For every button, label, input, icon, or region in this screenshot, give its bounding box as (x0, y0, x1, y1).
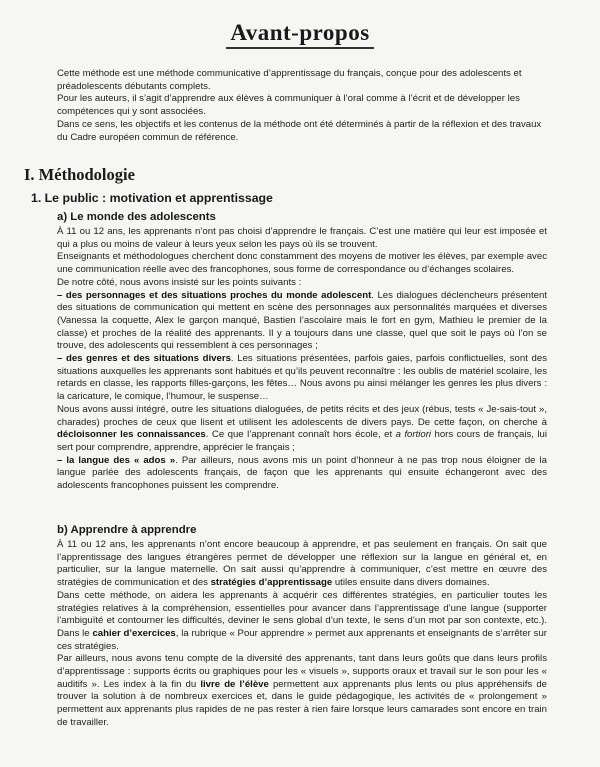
text-run: permettent aux apprenants plus lents ou plus appréhensifs de trouver la solution à de nombreux exercices et, dans le guide pédagogique, les activités de « prolongement » permettent aux apprenants plus rapides de ne pas rester à rien faire lorsque leurs camarades sont encore en train de travailler. (57, 678, 547, 728)
text-run: . Les dialogues déclencheurs présentent des situations de communication qui mettent en scène des personnages aux personnalités marquées et diverses (Vanessa la coquette, Alex le garçon manqué, Bastien l’ascolaire mais le fort en gym, Mathieu le premier de la classe) et proches de la réalité des apprenants. Il y a toujours dans une classe, quel que soit le pays où l’on se trouve, des adolescents qui ressemblent à ces personnages ; (57, 289, 547, 352)
part-a-body (57, 226, 547, 493)
subsection-heading: 1. Le public : motivation et apprentissage (31, 191, 273, 205)
paragraph (57, 539, 547, 590)
bold-phrase: – des personnages et des situations proches du monde adolescent (57, 289, 372, 301)
part-b-heading: b) Apprendre à apprendre (57, 524, 197, 536)
part-b-body (57, 539, 547, 730)
intro-paragraph: Cette méthode est une méthode communicative d’apprentissage du français, conçue pour des adolescents et préadolescents débutants complets. (57, 68, 522, 92)
bold-phrase: stratégies d’apprentissage (210, 577, 333, 589)
bold-phrase: – la langue des « ados » (57, 454, 176, 466)
bold-phrase: décloisonner les connaissances (57, 429, 206, 441)
paragraph (57, 653, 547, 729)
part-a-heading: a) Le monde des adolescents (57, 211, 216, 223)
bold-phrase: – des genres et des situations divers (57, 353, 231, 365)
paragraph (57, 404, 547, 455)
intro-paragraph: Pour les auteurs, il s’agit d’apprendre aux élèves à communiquer à l’oral comme à l’écrit et de développer les compétences qui y sont associées. (57, 93, 520, 118)
bold-phrase: cahier d’exercices (92, 627, 176, 639)
page-title: Avant-propos (226, 20, 373, 49)
text-run: À 11 ou 12 ans, les apprenants n’ont encore beaucoup à apprendre, et pas seulement en français. On sait que l’apprentissage des langues étrangères permet de développer une réflexion sur la langue en général et, en particulier, sur la langue maternelle. On sait aussi qu’apprendre à communiquer, c’est mettre en œuvre des stratégies de communication et des (57, 539, 547, 589)
text-run: . Ce que l’apprenant connaît hors école, et (205, 429, 396, 441)
bullet-item (57, 353, 547, 404)
paragraph (57, 590, 547, 654)
intro (57, 68, 545, 144)
text-run: , la rubrique « Pour apprendre » permet aux apprenants et enseignants de s’arrêter sur ces stratégies. (57, 627, 547, 652)
bold-phrase: livre de l’élève (200, 678, 269, 690)
paragraph: Enseignants et méthodologues cherchent donc constamment des moyens de motiver les élèves, par exemple avec une communication réelle avec des francophones, sous forme de correspondance ou d’échanges scolaires. (57, 251, 547, 276)
text-run: utiles ensuite dans divers domaines. (332, 577, 490, 589)
paragraph: À 11 ou 12 ans, les apprenants n’ont pas choisi d’apprendre le français. C’est une matière qui leur est imposée et qui a plus ou moins de valeur à leurs yeux selon les pays où ils se trouvent. (57, 226, 547, 250)
intro-paragraph: Dans ce sens, les objectifs et les contenus de la méthode ont été déterminés à partir de la réflexion et des travaux du Cadre européen commun de référence. (57, 118, 542, 143)
bullet-item (57, 455, 547, 493)
title-wrap (0, 20, 600, 49)
text-run: Dans cette méthode, on aidera les apprenants à acquérir ces différentes stratégies, en particulier toutes les stratégies relatives à la compréhension, essentielles pour avancer dans l’apprentissage d’une langue (supporter l’ambiguïté et contourner les difficultés, deviner le sens global d’un texte, le sens d’un mot par son contexte, etc.). Dans le (57, 589, 547, 639)
bullet-item (57, 290, 547, 354)
text-run: Par ailleurs, nous avons tenu compte de la diversité des apprenants, tant dans leurs goûts que dans leurs profils d’apprentissage : supports écrits ou graphiques pour les « visuels », supports oraux et travail sur le son pour les « auditifs ». Les index à la fin du (57, 653, 547, 690)
paragraph: De notre côté, nous avons insisté sur les points suivants : (57, 276, 302, 288)
section-heading: I. Méthodologie (24, 165, 135, 184)
italic-phrase: a fortiori (395, 429, 432, 441)
text-run: Nous avons aussi intégré, outre les situations dialoguées, de petits récits et des jeux (rébus, tests « Je-sais-tout », charades) proches de ceux que lisent et utilisent les adolescents de divers pays. De cette façon, on cherche à (57, 403, 547, 428)
text-run: hors cours de français, lui sert pour comprendre, apprendre, apprécier le français ; (57, 429, 547, 453)
text-run: . Par ailleurs, nous avons mis un point d’honneur à ne pas trop nous éloigner de la langue parlée des adolescents français, de façon que les apprenants qui ensuite échangeront avec des adolescents francophones puissent les comprendre. (57, 454, 548, 492)
text-run: . Les situations présentées, parfois gaies, parfois conflictuelles, sont des situations auxquelles les apprenants sont habitués et qu’ils peuvent reconnaître : les oublis de matériel scolaire, les retards en classe, les rapports filles-garçons, les fêtes… Nous avons pu ainsi mélanger les genres les plus divers : la caricature, le comique, l’humour, le suspense… (57, 353, 547, 403)
